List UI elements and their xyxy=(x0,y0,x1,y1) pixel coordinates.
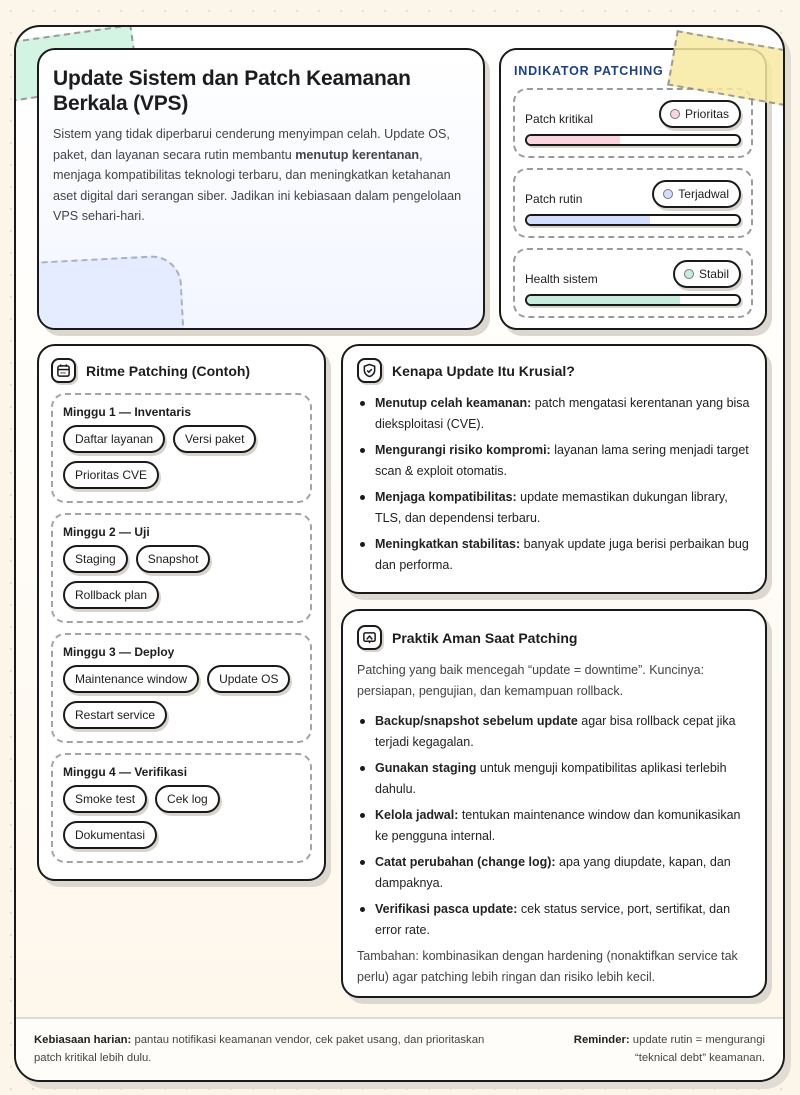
main-panel xyxy=(14,25,785,1082)
task-chip: Restart service xyxy=(63,701,167,729)
list-item: Backup/snapshot sebelum update agar bisa rollback cepat jika terjadi kegagalan. xyxy=(357,711,751,752)
task-chip: Versi paket xyxy=(173,425,256,453)
task-chip: Dokumentasi xyxy=(63,821,157,849)
week-block xyxy=(51,513,312,623)
week-title: Minggu 2 — Uji xyxy=(63,525,150,539)
task-chip: Update OS xyxy=(207,665,290,693)
task-chip: Snapshot xyxy=(136,545,211,573)
week-title: Minggu 3 — Deploy xyxy=(63,645,175,659)
week-title: Minggu 4 — Verifikasi xyxy=(63,765,188,779)
indicator-title: INDIKATOR PATCHING xyxy=(514,64,664,78)
status-badge: Prioritas xyxy=(659,100,741,128)
task-chip: Staging xyxy=(63,545,128,573)
status-dot xyxy=(663,189,673,199)
task-chip: Maintenance window xyxy=(63,665,199,693)
praktik-outro: Tambahan: kombinasikan dengan hardening (nonaktifkan service tak perlu) agar patching lebih ringan dan risiko lebih kecil. xyxy=(357,949,738,984)
task-chip: Smoke test xyxy=(63,785,147,813)
indicator-item xyxy=(513,88,753,158)
indicator-item xyxy=(513,168,753,238)
status-dot xyxy=(670,109,680,119)
hero-card xyxy=(37,48,485,330)
task-chip: Prioritas CVE xyxy=(63,461,159,489)
hero-description: Sistem yang tidak diperbarui cenderung menyimpan celah. Update OS, paket, dan layanan secara rutin membantu menutup kerentanan, menjaga kompatibilitas teknologi terbaru, dan meningkatkan ketahanan aset digital dari serangan siber. Jadikan ini kebiasaan dalam pengelolaan VPS sehari-hari. xyxy=(53,127,462,223)
list-item: Meningkatkan stabilitas: banyak update juga berisi perbaikan bug dan performa. xyxy=(357,534,751,575)
status-badge: Terjadwal xyxy=(652,180,741,208)
indicator-label: Patch rutin xyxy=(525,192,583,206)
indicator-item xyxy=(513,248,753,318)
ritme-title: Ritme Patching (Contoh) xyxy=(86,362,251,379)
shield-check-icon xyxy=(357,358,382,383)
praktik-title: Praktik Aman Saat Patching xyxy=(392,629,578,646)
page-title: Update Sistem dan Patch Keamanan Berkala (VPS) xyxy=(53,67,411,115)
footer xyxy=(16,1017,783,1082)
decorative-blob xyxy=(37,254,186,330)
ritme-card xyxy=(37,344,326,881)
week-title: Minggu 1 — Inventaris xyxy=(63,405,192,419)
calendar-icon xyxy=(51,358,76,383)
list-item: Verifikasi pasca update: cek status service, port, sertifikat, dan error rate. xyxy=(357,899,751,940)
indicator-label: Health sistem xyxy=(525,272,598,286)
progress-bar xyxy=(525,134,741,146)
status-badge: Stabil xyxy=(673,260,741,288)
progress-fill xyxy=(527,296,680,304)
praktik-card xyxy=(341,609,767,998)
kenapa-list xyxy=(357,393,751,575)
progress-bar xyxy=(525,294,741,306)
task-chip: Cek log xyxy=(155,785,220,813)
footer-reminder: Reminder: update rutin = mengurangi “teknical debt” keamanan. xyxy=(573,1034,765,1064)
list-item: Mengurangi risiko kompromi: layanan lama sering menjadi target scan & exploit otomatis. xyxy=(357,440,751,481)
status-dot xyxy=(684,269,694,279)
week-block xyxy=(51,393,312,503)
week-block xyxy=(51,753,312,863)
progress-fill xyxy=(527,136,620,144)
task-chip: Daftar layanan xyxy=(63,425,165,453)
praktik-list xyxy=(357,711,751,940)
week-block xyxy=(51,633,312,743)
progress-bar xyxy=(525,214,741,226)
list-item: Gunakan staging untuk menguji kompatibilitas aplikasi terlebih dahulu. xyxy=(357,758,751,799)
praktik-intro: Patching yang baik mencegah “update = downtime”. Kuncinya: persiapan, pengujian, dan kemampuan rollback. xyxy=(357,663,705,698)
indicator-label: Patch kritikal xyxy=(525,112,594,126)
list-item: Menjaga kompatibilitas: update memastikan dukungan library, TLS, dan dependensi terbaru. xyxy=(357,487,751,528)
list-item: Menutup celah keamanan: patch mengatasi kerentanan yang bisa dieksploitasi (CVE). xyxy=(357,393,751,434)
list-item: Catat perubahan (change log): apa yang diupdate, kapan, dan dampaknya. xyxy=(357,852,751,893)
monitor-icon xyxy=(357,625,382,650)
kenapa-title: Kenapa Update Itu Krusial? xyxy=(392,362,575,379)
list-item: Kelola jadwal: tentukan maintenance window dan komunikasikan ke pengguna internal. xyxy=(357,805,751,846)
kenapa-card xyxy=(341,344,767,594)
task-chip: Rollback plan xyxy=(63,581,159,609)
progress-fill xyxy=(527,216,650,224)
footer-habit: Kebiasaan harian: pantau notifikasi keamanan vendor, cek paket usang, dan prioritaskan patch kritikal lebih dulu. xyxy=(34,1034,485,1064)
